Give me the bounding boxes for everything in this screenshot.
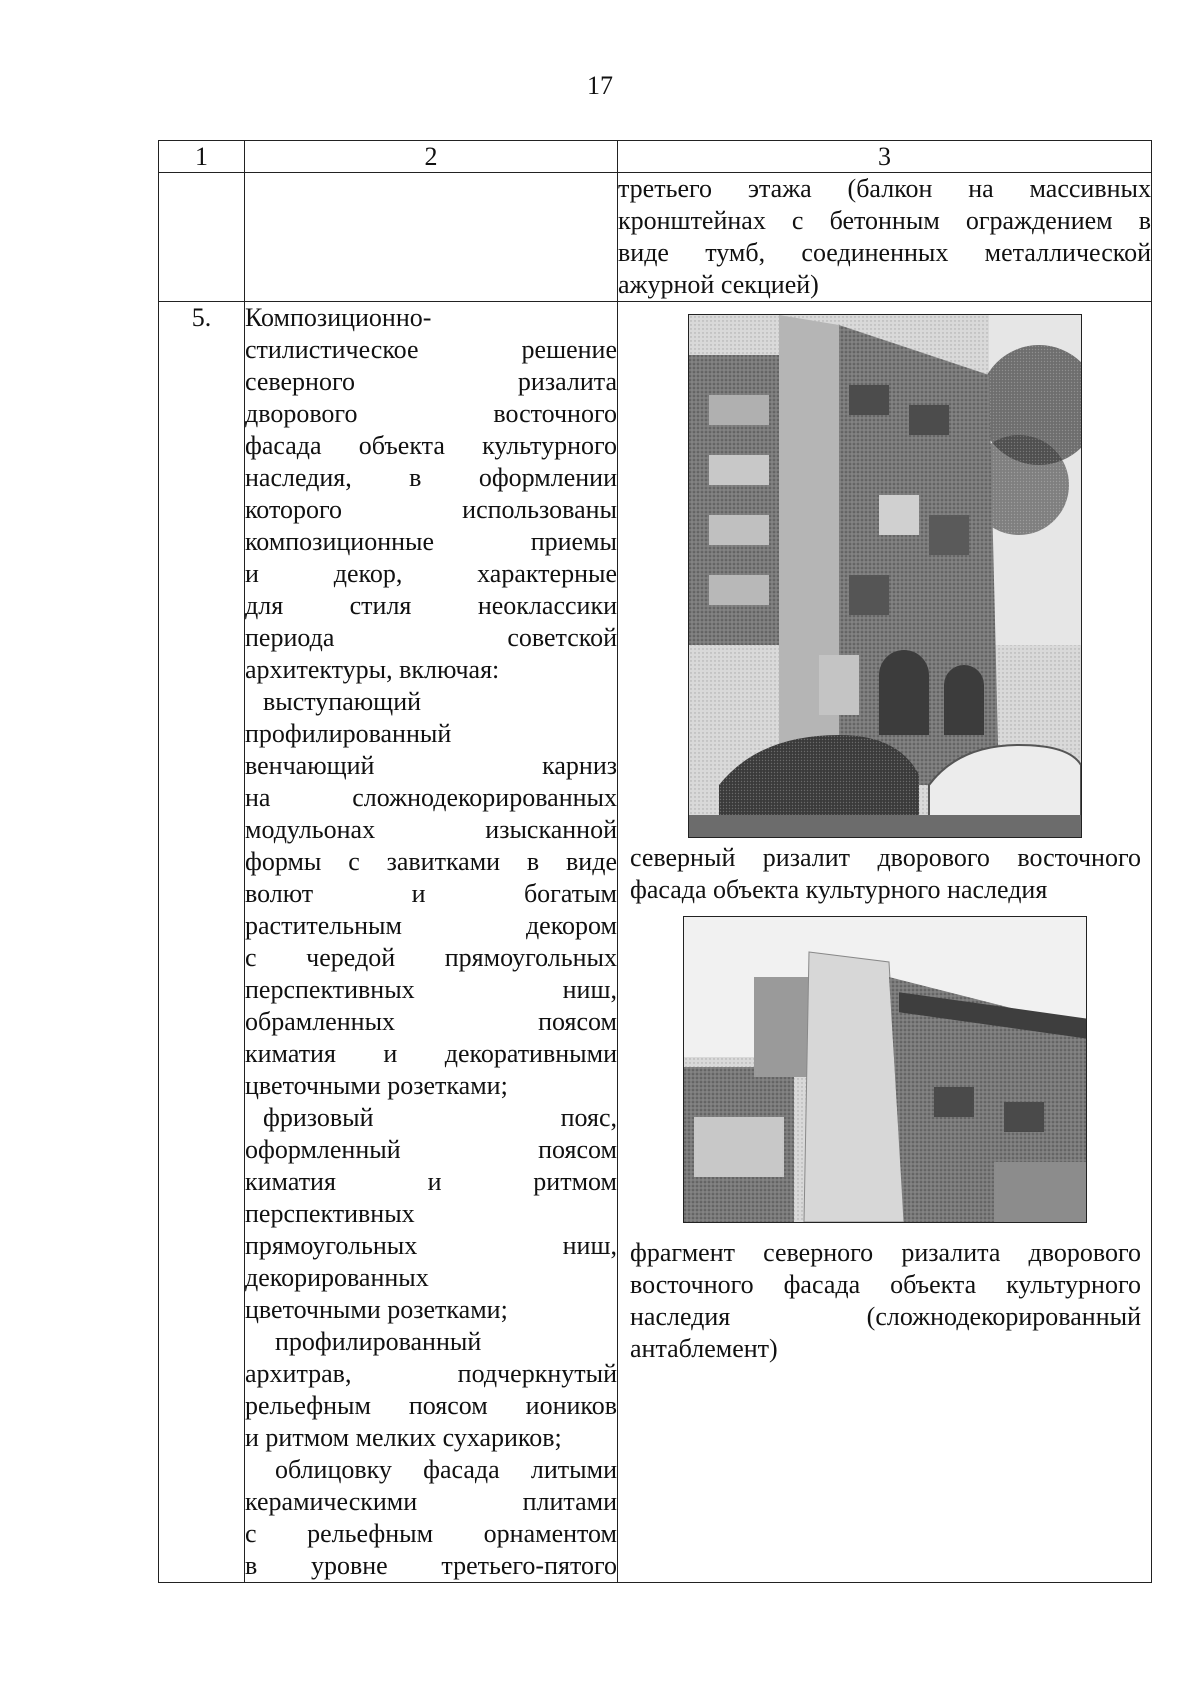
description-line: и ритмом мелких сухариков;	[245, 1423, 562, 1452]
description-line: венчающий карниз	[245, 751, 617, 780]
table-header-row	[159, 141, 1152, 173]
photos-cell	[618, 302, 1152, 1583]
description-line: фасада объекта культурного	[245, 431, 617, 460]
description-line: для стиля неоклассики	[245, 591, 617, 620]
description-line: керамическими плитами	[245, 1487, 617, 1516]
description-line: дворового восточного	[245, 399, 617, 428]
description-line: растительным декором	[245, 911, 617, 940]
heritage-table	[158, 140, 1152, 1583]
description-line: выступающий	[263, 687, 422, 716]
description-line: на сложнодекорированных	[245, 783, 617, 812]
description-line: с рельефным орнаментом	[245, 1519, 617, 1548]
description-line: архитектуры, включая:	[245, 655, 500, 684]
description-cell	[245, 302, 618, 1583]
header-col-3: 3	[618, 141, 1152, 173]
description-line: перспективных	[245, 1199, 415, 1228]
description-line: которого использованы	[245, 495, 617, 524]
photo2-caption: фрагмент северного ризалита дворового восточного фасада объекта культурного наследия (сложнодекорированный антаблемент)	[630, 1238, 1141, 1363]
description-line: цветочными розетками;	[245, 1295, 508, 1324]
table-row-5	[159, 302, 1152, 1583]
fragment-photo-image	[684, 917, 1086, 1222]
header-col-2: 2	[245, 141, 618, 173]
continuation-text: третьего этажа (балкон на массивных кронштейнах с бетонным ограждением в виде тумб, соединенных металлической ажурной секцией)	[618, 173, 1152, 302]
photo1-caption: северный ризалит дворового восточного фасада объекта культурного наследия	[630, 843, 1141, 904]
description-line: Композиционно-	[245, 303, 432, 332]
row-number: 5.	[159, 302, 245, 1583]
description-line: формы с завитками в виде	[245, 847, 617, 876]
description-line: наследия, в оформлении	[245, 463, 617, 492]
description-line: перспективных ниш,	[245, 975, 617, 1004]
description-line: обрамленных поясом	[245, 1007, 617, 1036]
facade-photo-image	[689, 315, 1081, 837]
description-line: архитрав, подчеркнутый	[245, 1359, 617, 1388]
description-line: в уровне третьего-пятого	[245, 1551, 617, 1580]
description-line: киматия и декоративными	[245, 1039, 617, 1068]
description-line: фризовый пояс,	[263, 1103, 617, 1132]
description-line: модульонах изысканной	[245, 815, 617, 844]
description-line: киматия и ритмом	[245, 1167, 617, 1196]
description-line: декорированных	[245, 1263, 429, 1292]
description-line: северного ризалита	[245, 367, 617, 396]
description-line: профилированный	[275, 1327, 482, 1356]
description-line: рельефным поясом иоников	[245, 1391, 617, 1420]
description-line: волют и богатым	[245, 879, 617, 908]
description-line: облицовку фасада литыми	[275, 1455, 617, 1484]
facade-photo	[688, 314, 1082, 838]
fragment-photo	[683, 916, 1087, 1223]
description-line: оформленный поясом	[245, 1135, 617, 1164]
description-line: стилистическое решение	[245, 335, 617, 364]
continuation-row	[159, 173, 1152, 302]
description-line: периода советской	[245, 623, 617, 652]
description-line: прямоугольных ниш,	[245, 1231, 617, 1260]
page-number: 17	[587, 71, 613, 100]
description-line: с чередой прямоугольных	[245, 943, 617, 972]
description-line: и декор, характерные	[245, 559, 617, 588]
header-col-1: 1	[159, 141, 245, 173]
description-line: композиционные приемы	[245, 527, 617, 556]
description-line: профилированный	[245, 719, 452, 748]
description-line: цветочными розетками;	[245, 1071, 508, 1100]
